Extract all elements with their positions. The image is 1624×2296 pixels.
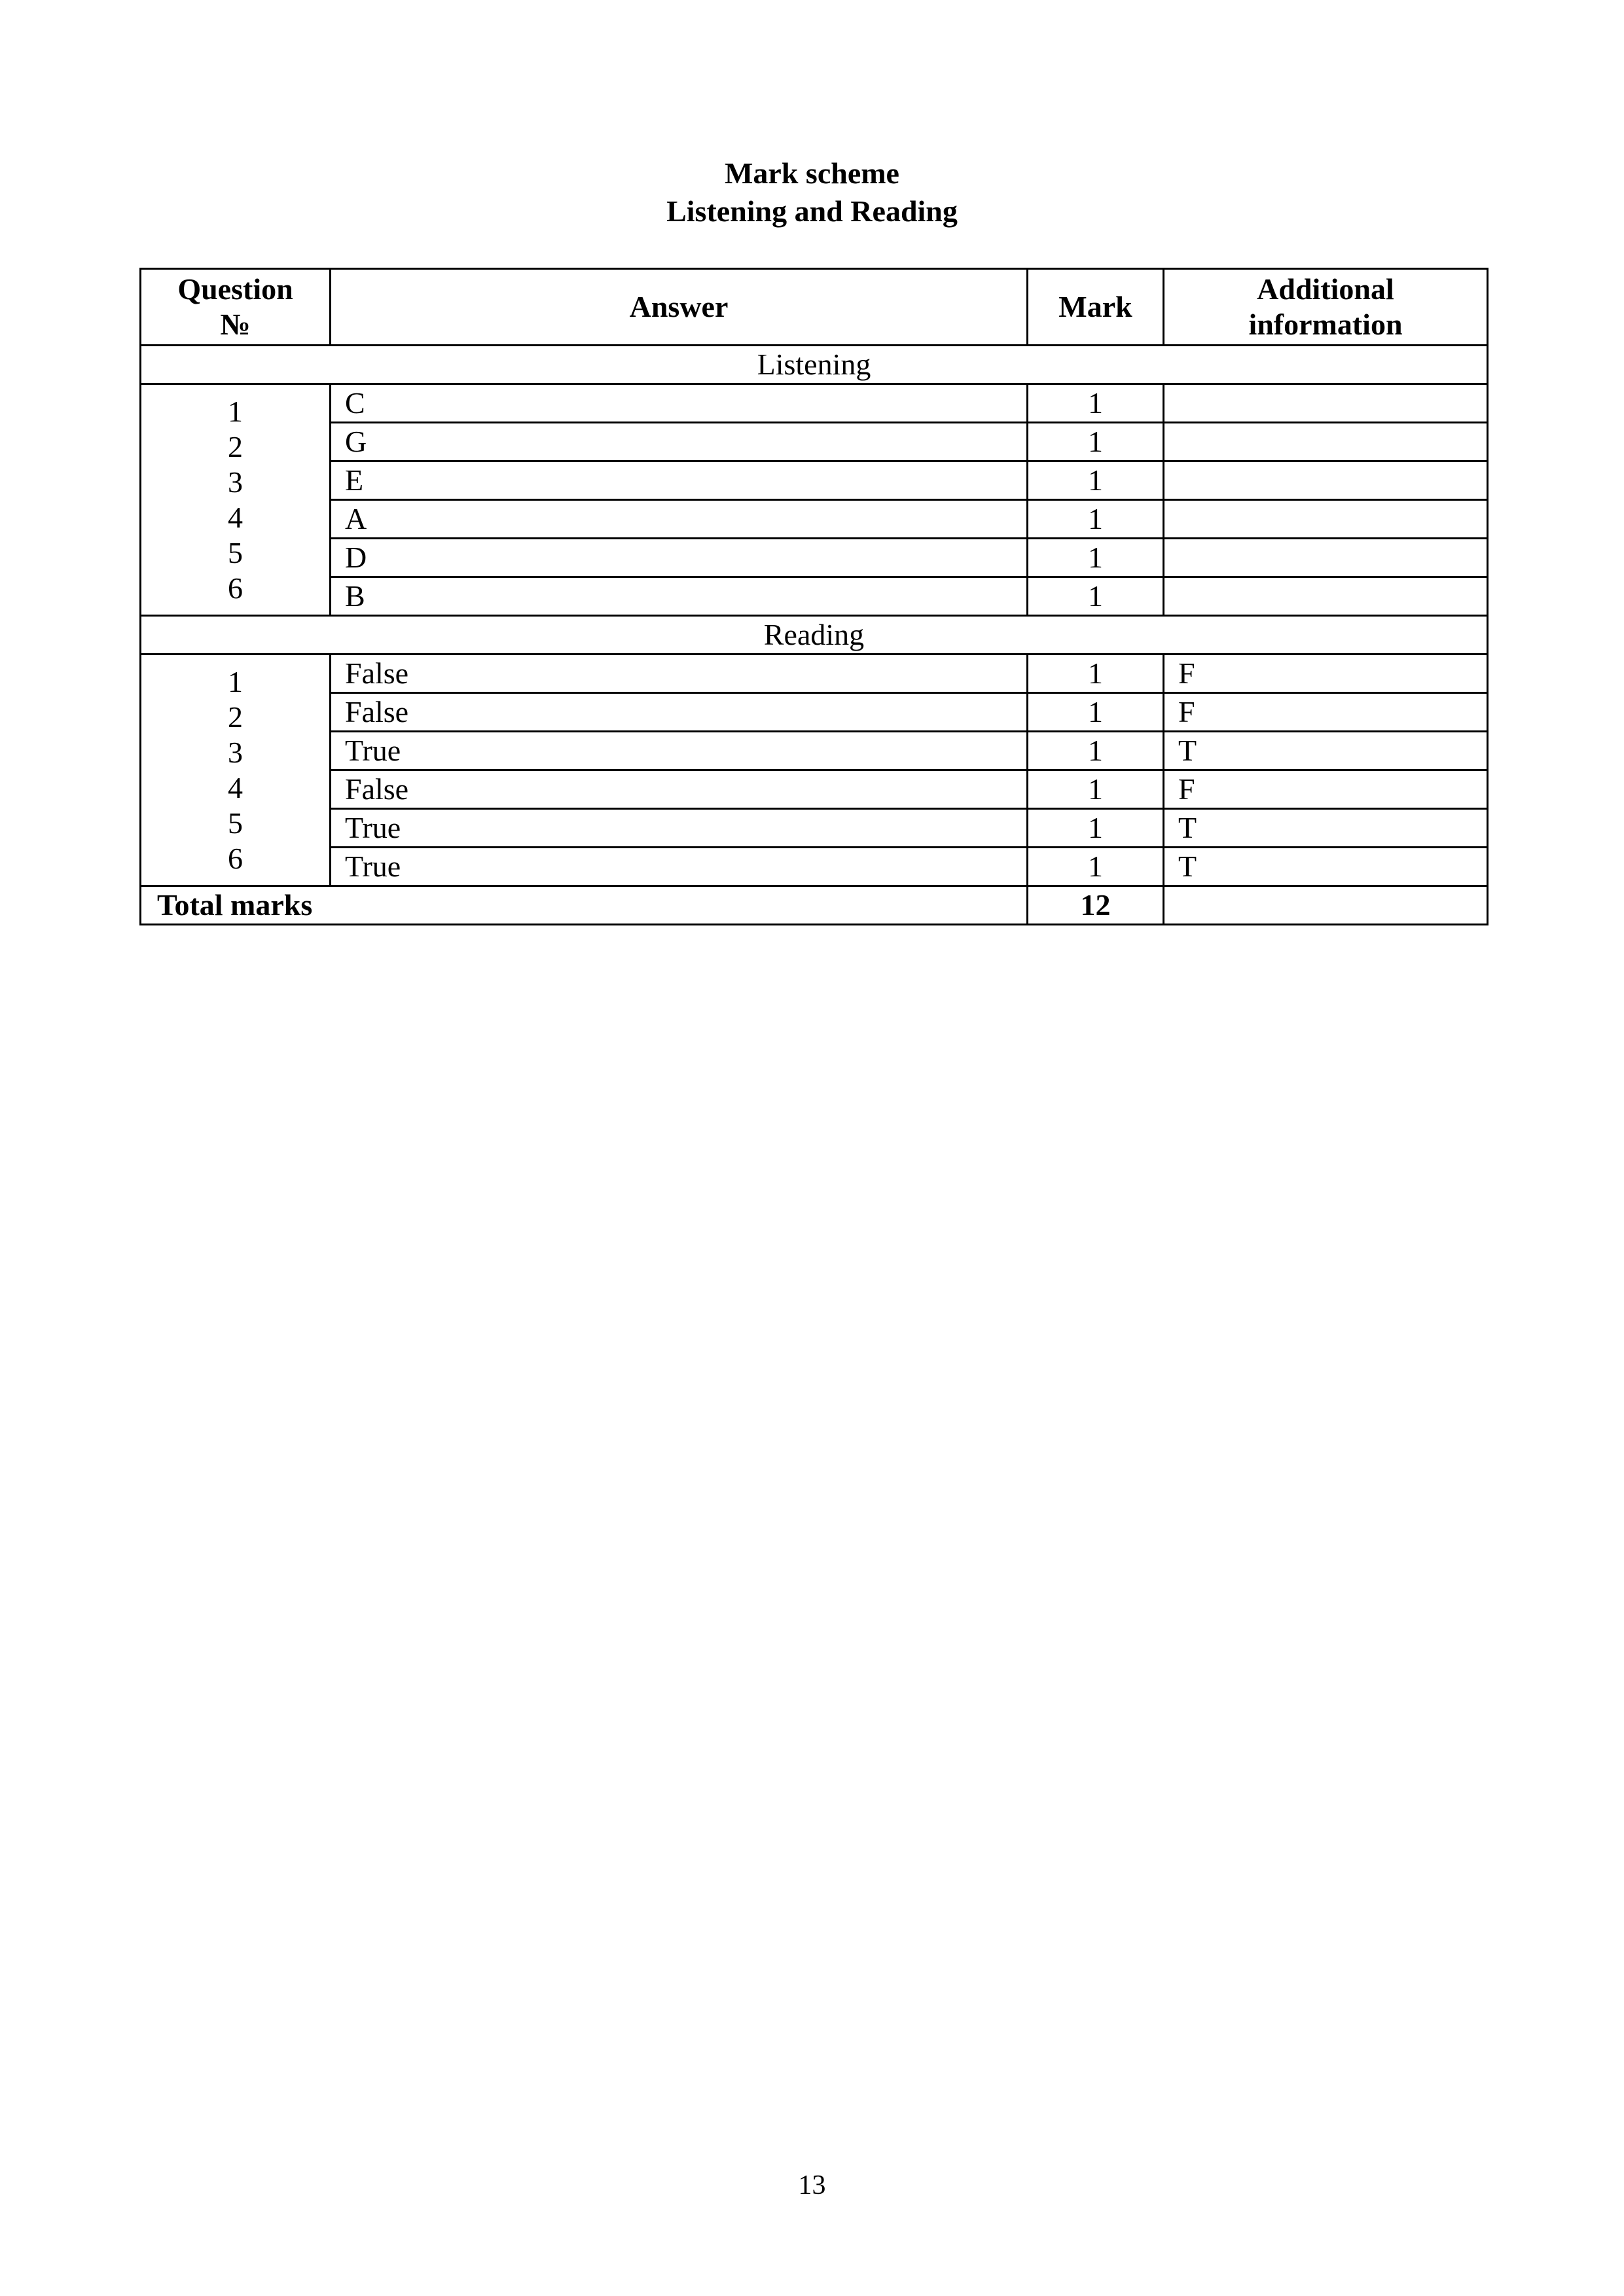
- table-row: [141, 577, 1488, 616]
- total-marks-label: Total marks: [141, 886, 1028, 925]
- additional-info-cell: F: [1164, 770, 1488, 809]
- additional-info-cell: T: [1164, 732, 1488, 770]
- question-number: 2: [228, 429, 243, 463]
- question-number: 3: [228, 465, 243, 499]
- header-answer: Answer: [331, 269, 1028, 346]
- table-row: [141, 770, 1488, 809]
- section-title: Reading: [141, 616, 1488, 655]
- additional-info-cell: [1164, 423, 1488, 461]
- question-number: 3: [228, 735, 243, 769]
- question-number: 4: [228, 500, 243, 534]
- additional-info-cell: [1164, 384, 1488, 423]
- mark-cell: 1: [1028, 461, 1164, 500]
- section-row: [141, 616, 1488, 655]
- mark-cell: 1: [1028, 848, 1164, 886]
- title-line-2: Listening and Reading: [666, 194, 958, 228]
- additional-info-cell: [1164, 500, 1488, 539]
- mark-cell: 1: [1028, 384, 1164, 423]
- table-row: [141, 693, 1488, 732]
- answer-cell: False: [331, 655, 1028, 693]
- additional-info-cell: F: [1164, 693, 1488, 732]
- table-row: [141, 384, 1488, 423]
- header-question: [141, 269, 331, 346]
- table-row: [141, 461, 1488, 500]
- answer-cell: G: [331, 423, 1028, 461]
- page-title: [0, 154, 1624, 230]
- answer-cell: True: [331, 848, 1028, 886]
- answer-cell: B: [331, 577, 1028, 616]
- answer-cell: True: [331, 732, 1028, 770]
- question-numbers: [141, 384, 331, 616]
- additional-info-cell: T: [1164, 809, 1488, 848]
- question-number: 4: [228, 770, 243, 804]
- total-marks-value: 12: [1028, 886, 1164, 925]
- section-row: [141, 346, 1488, 384]
- additional-info-cell: F: [1164, 655, 1488, 693]
- title-line-1: Mark scheme: [725, 156, 899, 190]
- section-title: Listening: [141, 346, 1488, 384]
- question-number: 2: [228, 700, 243, 734]
- additional-info-cell: [1164, 577, 1488, 616]
- table-row: [141, 848, 1488, 886]
- page-number: 13: [798, 2170, 826, 2200]
- question-number: 1: [228, 394, 243, 428]
- question-number: 5: [228, 806, 243, 840]
- question-number: 6: [228, 841, 243, 875]
- header-info-line-1: Additional: [1257, 272, 1394, 306]
- header-info-line-2: information: [1248, 308, 1403, 341]
- total-info-cell: [1164, 886, 1488, 925]
- question-numbers: [141, 655, 331, 886]
- answer-cell: True: [331, 809, 1028, 848]
- additional-info-cell: T: [1164, 848, 1488, 886]
- table-row: [141, 423, 1488, 461]
- answer-cell: E: [331, 461, 1028, 500]
- answer-cell: False: [331, 693, 1028, 732]
- mark-cell: 1: [1028, 655, 1164, 693]
- mark-cell: 1: [1028, 577, 1164, 616]
- header-additional-information: [1164, 269, 1488, 346]
- table-row: [141, 500, 1488, 539]
- answer-cell: C: [331, 384, 1028, 423]
- mark-cell: 1: [1028, 539, 1164, 577]
- total-row: [141, 886, 1488, 925]
- answer-cell: A: [331, 500, 1028, 539]
- table-row: [141, 539, 1488, 577]
- table-row: [141, 655, 1488, 693]
- mark-cell: 1: [1028, 809, 1164, 848]
- header-question-line-2: №: [220, 308, 251, 341]
- header-question-line-1: Question: [177, 272, 293, 306]
- additional-info-cell: [1164, 539, 1488, 577]
- answer-cell: D: [331, 539, 1028, 577]
- answer-cell: False: [331, 770, 1028, 809]
- header-mark: Mark: [1028, 269, 1164, 346]
- question-number: 1: [228, 664, 243, 698]
- additional-info-cell: [1164, 461, 1488, 500]
- table-header-row: [141, 269, 1488, 346]
- question-number: 5: [228, 535, 243, 569]
- mark-cell: 1: [1028, 770, 1164, 809]
- question-number: 6: [228, 571, 243, 605]
- mark-cell: 1: [1028, 500, 1164, 539]
- mark-scheme-table: [139, 268, 1489, 925]
- mark-cell: 1: [1028, 732, 1164, 770]
- mark-cell: 1: [1028, 423, 1164, 461]
- mark-cell: 1: [1028, 693, 1164, 732]
- table-row: [141, 809, 1488, 848]
- table-row: [141, 732, 1488, 770]
